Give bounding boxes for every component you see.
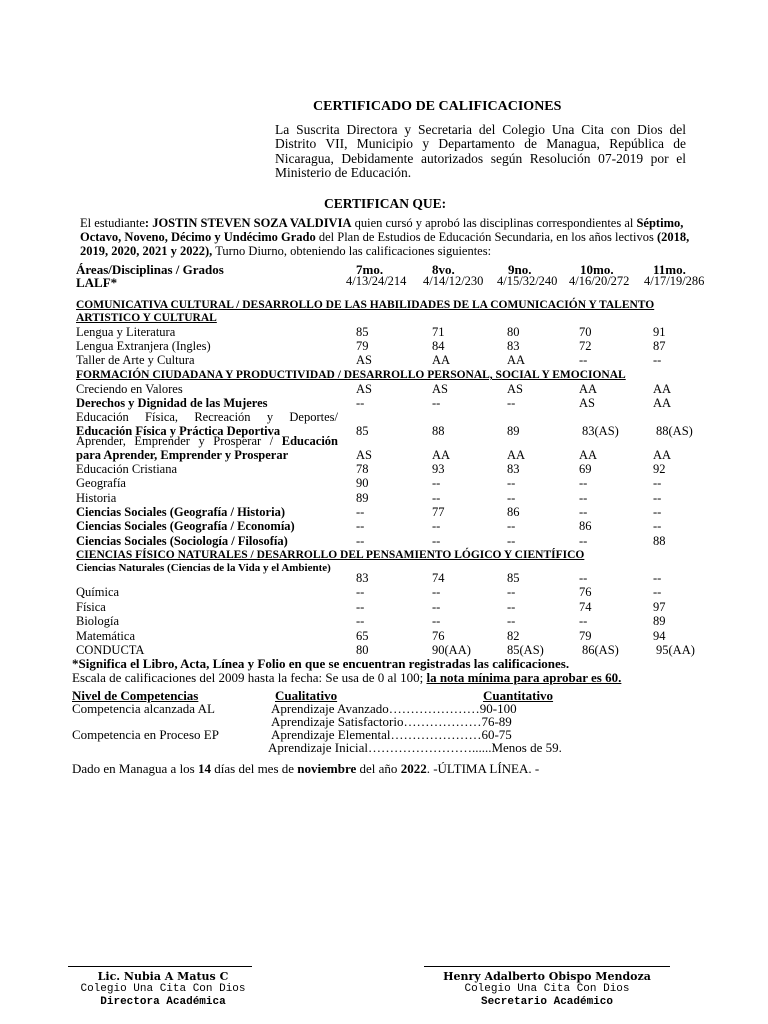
grade-value: 97 [653,600,666,614]
grade-value: -- [579,476,588,490]
subject-label: Biología [76,614,120,628]
competency-level: Aprendizaje Inicial……………………......Menos de 59. [268,740,562,755]
grade-value: 80 [507,325,520,339]
grade-value: 72 [579,339,592,353]
grade-value: 89 [507,424,520,438]
grade-value: 85(AS) [507,643,544,657]
signer-name: Henry Adalberto Obispo Mendoza [443,970,651,983]
subject-label: Ciencias Sociales (Geografía / Economía) [76,519,295,533]
grade-value: 85 [356,424,369,438]
intro-paragraph: La Suscrita Directora y Secretaria del Colegio Una Cita con Dios del Distrito VII, Municipio y Departamento de Managua, República de Nicaragua, Debidamente autorizados según Resolución 07-2019 por el Ministerio de Educación. [275,122,686,180]
grade-value: 92 [653,462,666,476]
subject-label: Ciencias Sociales (Sociología / Filosofía) [76,534,288,548]
grade-value: 90 [356,476,369,490]
school-years: (2018, 2019, 2020, 2021 y 2022), [80,230,690,258]
footnote: *Significa el Libro, Acta, Línea y Folio en que se encuentran registradas las calificaciones. [72,656,570,671]
grade-value: -- [653,353,662,367]
grade-value: -- [432,614,441,628]
signer-name: Lic. Nubia A Matus C [97,970,229,983]
signature-block-secretary [424,970,670,1009]
grade-value: -- [579,614,588,628]
grade-value: 88 [432,424,445,438]
grade-value: 80 [356,643,369,657]
grade-value: AA [432,448,451,462]
grade-value: 88 [653,534,666,548]
certify-heading: CERTIFICAN QUE: [324,196,447,211]
grade-value: -- [579,505,588,519]
grade-value: -- [507,614,516,628]
competency-label: Competencia en Proceso EP [72,727,219,742]
grade-header: 8vo. [432,262,455,277]
subject-label: Taller de Arte y Cultura [76,353,195,367]
grade-value: AA [653,448,672,462]
signature-line [68,966,252,967]
grade-value: AS [356,448,372,462]
competency-level: Aprendizaje Avanzado…………………90-100 [271,701,517,716]
grade-value: -- [507,476,516,490]
grade-value: 83 [507,462,520,476]
grade-value: 77 [432,505,445,519]
table-header-lalf: LALF* [76,275,118,290]
grade-value: 89 [653,614,666,628]
subject-label: Matemática [76,629,135,643]
signature-line [424,966,670,967]
grade-value: 83 [356,571,369,585]
subject-label: Física [76,600,106,614]
scale-text: Escala de calificaciones del 2009 hasta la fecha: Se usa de 0 al 100; la nota mínima para aprobar es 60. [72,670,622,685]
grade-value: 78 [356,462,369,476]
grade-value: AA [507,448,526,462]
grade-value: 90(AA) [432,643,471,657]
subject-label: Ciencias Sociales (Geografía / Historia) [76,505,285,519]
grade-value: -- [653,585,662,599]
signer-org: Colegio Una Cita Con Dios [464,983,630,995]
subject-label: Geografía [76,476,126,490]
subject-label: Creciendo en Valores [76,382,183,396]
grade-value: AS [356,353,372,367]
grade-value: AS [507,382,523,396]
grade-value: -- [356,505,365,519]
grade-value: AA [653,382,672,396]
grades-list: Séptimo, Octavo, Noveno, Décimo y Undécimo Grado [80,216,684,244]
grade-value: -- [579,491,588,505]
section-heading: COMUNICATIVA CULTURAL / DESARROLLO DE LAS HABILIDADES DE LA COMUNICACIÓN Y TALENTO ARTISTICO Y CULTURAL [76,299,655,324]
grade-value: -- [507,519,516,533]
grade-value: -- [432,600,441,614]
grade-value: -- [507,396,516,410]
signer-org: Colegio Una Cita Con Dios [80,983,246,995]
grade-header: 11mo. [653,262,686,277]
grade-value: -- [507,491,516,505]
grade-value: -- [356,614,365,628]
grade-value: 83(AS) [582,424,619,438]
section-heading: FORMACIÓN CIUDADANA Y PRODUCTIVIDAD / DESARROLLO PERSONAL, SOCIAL Y EMOCIONAL [76,369,626,381]
grade-value: -- [653,571,662,585]
grade-value: 86 [507,505,520,519]
grade-value: -- [579,571,588,585]
grade-value: 94 [653,629,666,643]
subject-label: Ciencias Naturales (Ciencias de la Vida y el Ambiente) [76,562,331,574]
grade-value: AA [507,353,526,367]
grade-value: -- [507,585,516,599]
grade-value: 86 [579,519,592,533]
grade-value: 71 [432,325,445,339]
grade-value: -- [653,519,662,533]
grade-value: 86(AS) [582,643,619,657]
competency-level: Aprendizaje Satisfactorio………………76-89 [271,714,512,729]
signer-role: Directora Académica [100,996,226,1008]
grade-value: -- [432,476,441,490]
grade-value: AA [579,382,598,396]
grade-value: 79 [356,339,369,353]
grade-value: 87 [653,339,666,353]
grade-value: 82 [507,629,520,643]
quantitative-header: Cuantitativo [483,688,554,703]
subject-label: Lengua y Literatura [76,325,176,339]
competency-label: Competencia alcanzada AL [72,701,215,716]
minimum-grade: la nota mínima para aprobar es 60. [426,670,622,685]
grade-value: -- [432,534,441,548]
subject-label: Lengua Extranjera (Ingles) [76,339,211,353]
grade-value: 88(AS) [656,424,693,438]
grade-value: 65 [356,629,369,643]
grade-value: 74 [579,600,592,614]
grade-value: AS [579,396,595,410]
grade-value: -- [507,600,516,614]
grade-value: 89 [356,491,369,505]
grade-value: -- [653,491,662,505]
grade-value: -- [356,396,365,410]
grade-value: -- [579,353,588,367]
student-name: : JOSTIN STEVEN SOZA VALDIVIA [144,216,352,230]
grade-value: 74 [432,571,445,585]
grade-value: 76 [432,629,445,643]
student-paragraph: El estudiante: JOSTIN STEVEN SOZA VALDIVIA quien cursó y aprobó las disciplinas correspondientes al Séptimo, Octavo, Noveno, Décimo y Undécimo Grado del Plan de Estudios de Educación Secundaria, en los años lectivos (2018, 2019, 2020, 2021 y 2022), Turno Diurno, obteniendo las calificaciones siguientes: [80,216,690,258]
grade-value: 83 [507,339,520,353]
grade-header: 9no. [508,262,532,277]
grade-value: -- [356,585,365,599]
grade-value: 84 [432,339,445,353]
grade-value: -- [432,396,441,410]
grade-value: -- [356,600,365,614]
grade-value: AS [432,382,448,396]
lalf-code: 4/17/19/286 [644,274,705,288]
grade-value: -- [356,519,365,533]
grade-value: 70 [579,325,592,339]
lalf-code: 4/13/24/214 [346,274,407,288]
grade-header: 7mo. [356,262,384,277]
grade-value: 93 [432,462,445,476]
grade-value: -- [653,476,662,490]
competency-header: Nivel de Competencias [72,688,199,703]
grade-value: AS [356,382,372,396]
table-header-label: Áreas/Disciplinas / Grados [76,262,224,277]
grade-value: -- [432,585,441,599]
grade-value: AA [653,396,672,410]
grade-value: 91 [653,325,666,339]
subject-label: Historia [76,491,117,505]
qualitative-header: Cualitativo [275,688,338,703]
grade-value: 85 [507,571,520,585]
signer-role: Secretario Académico [480,996,614,1008]
lalf-code: 4/16/20/272 [569,274,630,288]
grade-value: -- [356,534,365,548]
grade-value: 69 [579,462,592,476]
grade-value: -- [579,534,588,548]
grade-value: AA [432,353,451,367]
grade-value: 76 [579,585,592,599]
signature-block-director [58,970,268,1009]
subject-label: Aprender, Emprender y Prosperar / Educación para Aprender, Emprender y Prosperar [76,434,338,462]
subject-label: Educación Física, Recreación y Deportes/ Educación Física y Práctica Deportiva [76,410,338,438]
grade-value: AA [579,448,598,462]
subject-label: Derechos y Dignidad de las Mujeres [76,396,268,410]
subject-label: CONDUCTA [76,643,145,657]
grade-value: 85 [356,325,369,339]
section-heading: CIENCIAS FÍSICO NATURALES / DESARROLLO DEL PENSAMIENTO LÓGICO Y CIENTÍFICO [76,549,585,561]
document-title: CERTIFICADO DE CALIFICACIONES [313,99,562,114]
competency-level: Aprendizaje Elemental…………………60-75 [271,727,512,742]
subject-label: Química [76,585,120,599]
lalf-code: 4/14/12/230 [423,274,484,288]
grade-value: -- [432,519,441,533]
grade-value: -- [432,491,441,505]
lalf-code: 4/15/32/240 [497,274,558,288]
grade-value: -- [653,505,662,519]
closing-statement: Dado en Managua a los 14 días del mes de noviembre del año 2022. -ÚLTIMA LÍNEA. - [72,761,540,776]
subject-label: Educación Cristiana [76,462,178,476]
grade-value: 79 [579,629,592,643]
grade-header: 10mo. [580,262,614,277]
grade-value: -- [507,534,516,548]
grade-value: 95(AA) [656,643,695,657]
